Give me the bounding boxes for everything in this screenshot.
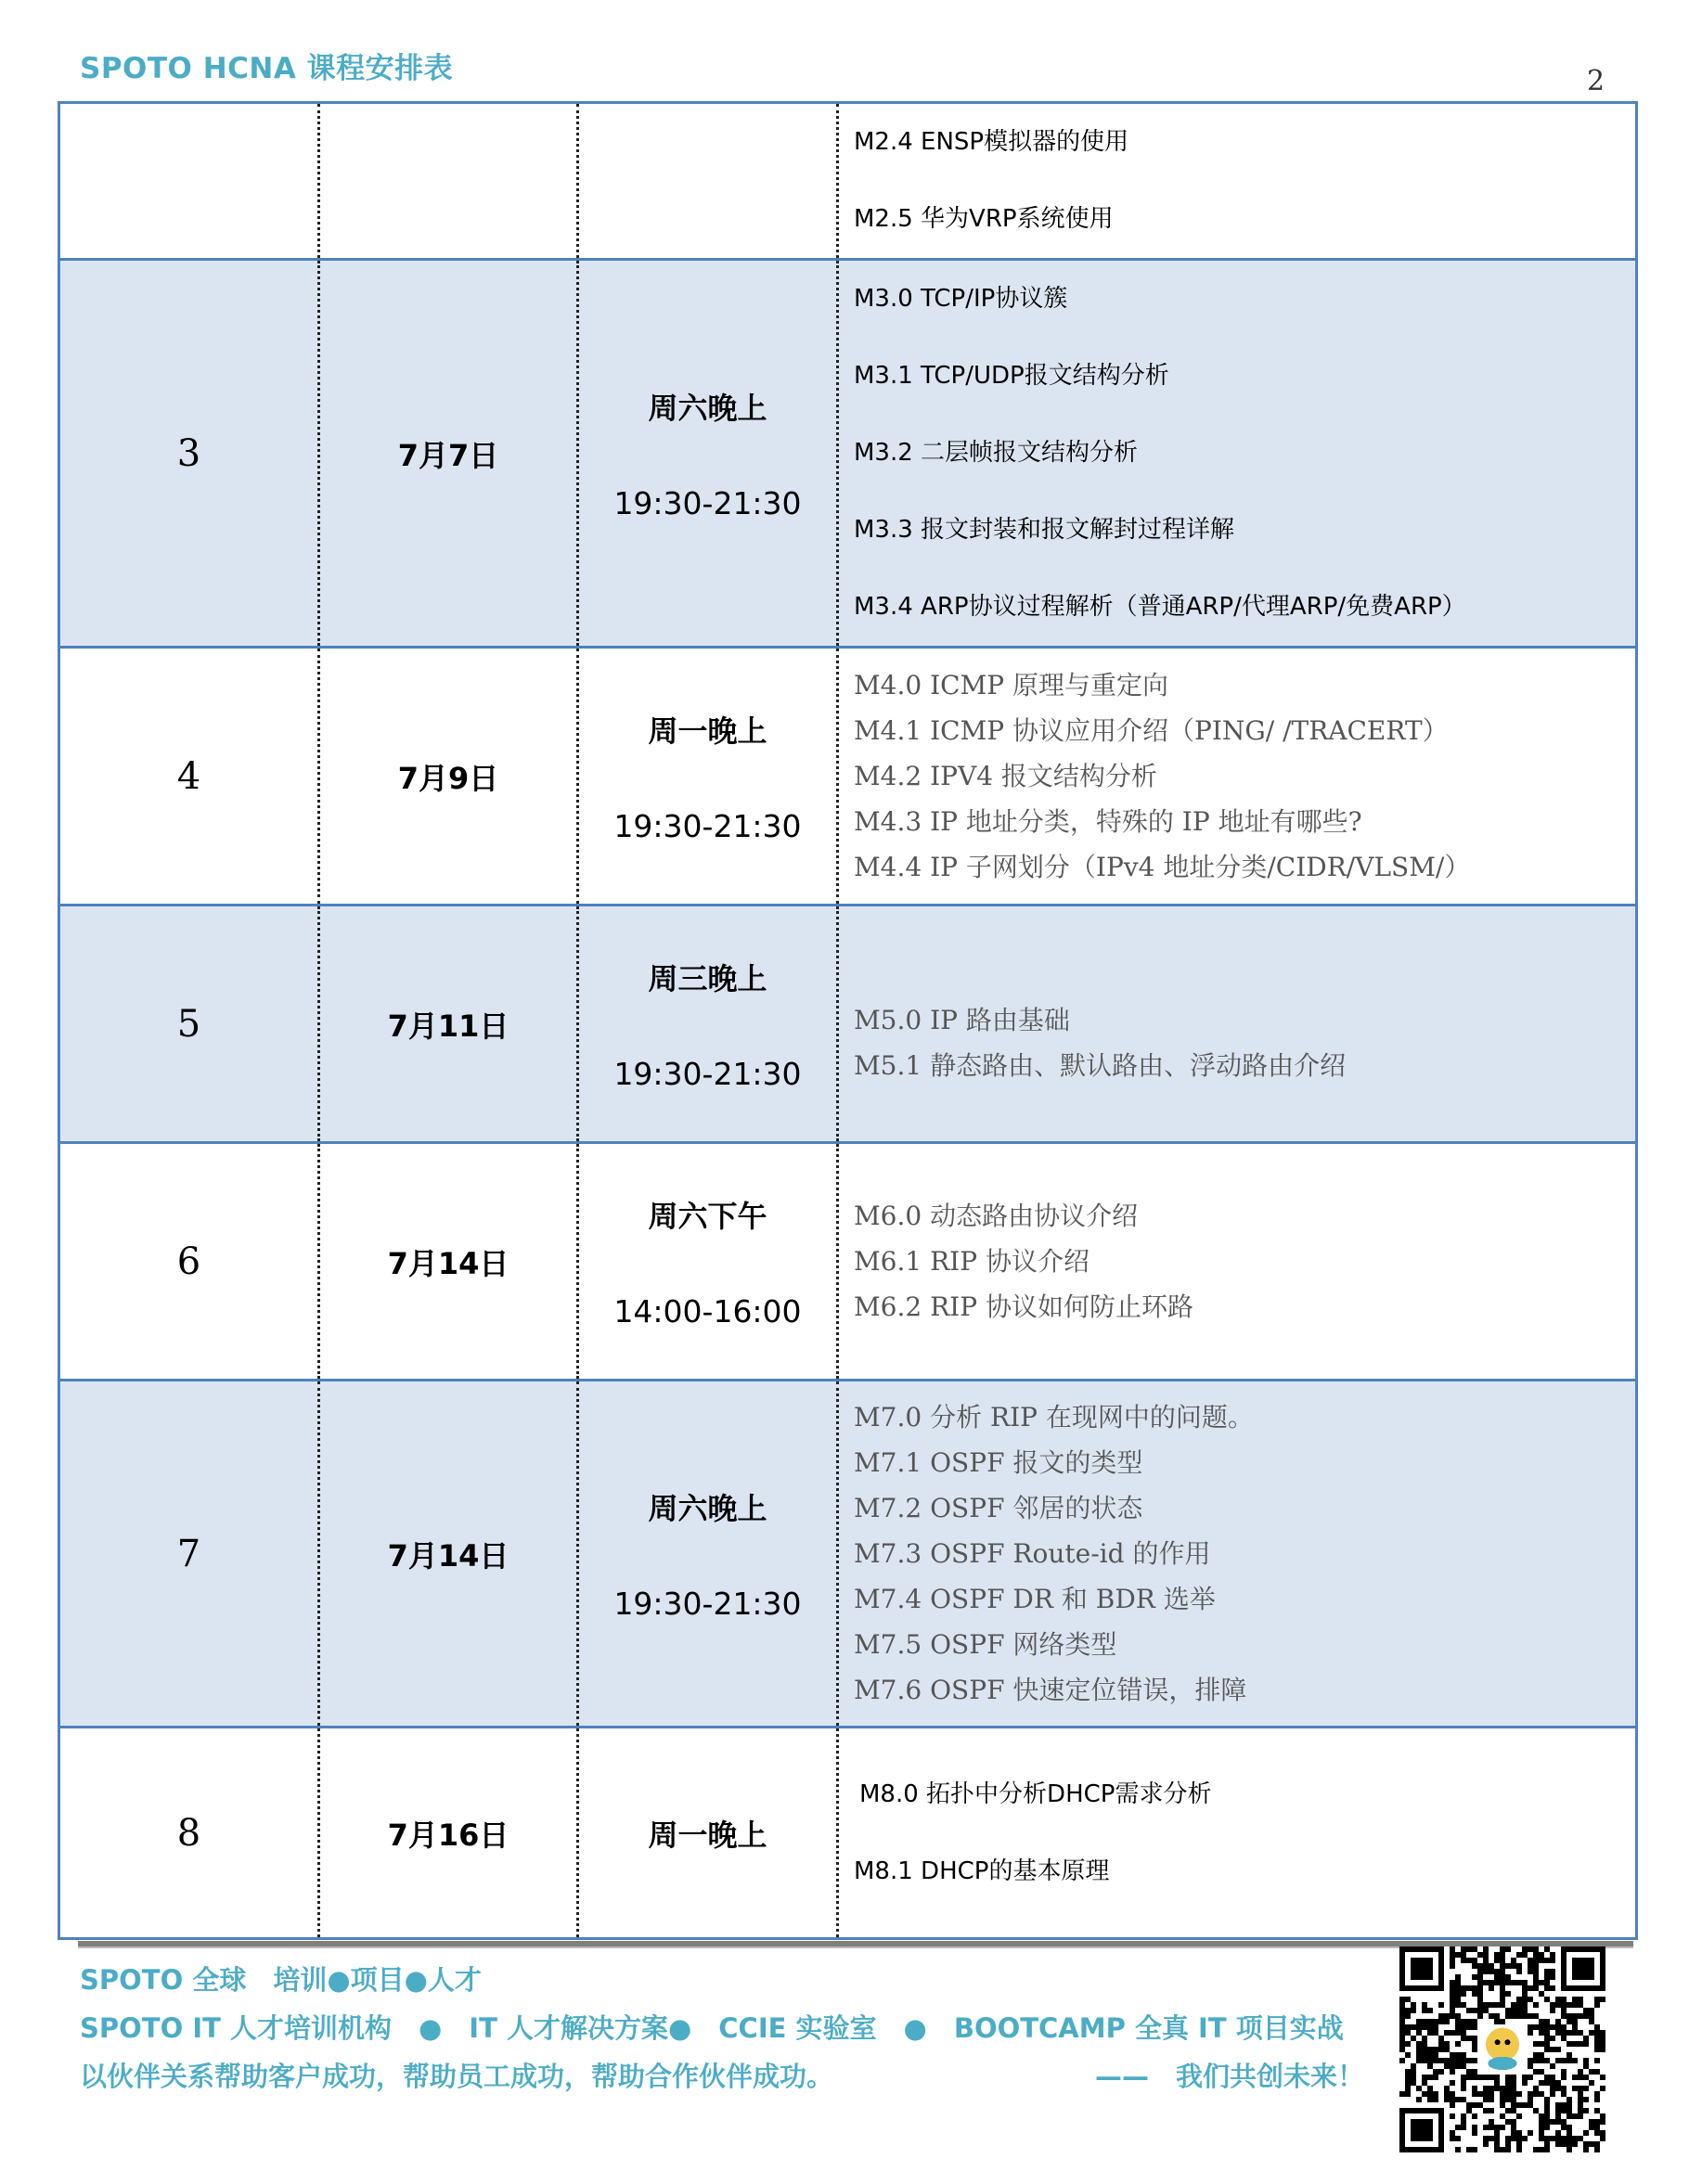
session-number bbox=[59, 103, 319, 260]
session-number: 7 bbox=[59, 1381, 319, 1728]
session-topics bbox=[838, 1381, 1637, 1728]
topic-item: M7.1 OSPF 报文的类型 bbox=[854, 1447, 1143, 1478]
session-topics bbox=[838, 260, 1637, 648]
footer-services-line: SPOTO IT 人才培训机构 ● IT 人才解决方案● CCIE 实验室 ● BOOTCAMP 全真 IT 项目实战 bbox=[80, 2012, 1344, 2044]
topic-item: M7.2 OSPF 邻居的状态 bbox=[854, 1493, 1143, 1523]
session-time bbox=[578, 1728, 838, 1939]
session-date bbox=[319, 103, 578, 260]
session-number: 5 bbox=[59, 906, 319, 1143]
session-time bbox=[578, 1381, 838, 1728]
topic-item: M6.2 RIP 协议如何防止环路 bbox=[854, 1291, 1193, 1322]
session-number: 6 bbox=[59, 1143, 319, 1381]
topic-item: M8.1 DHCP的基本原理 bbox=[854, 1856, 1110, 1885]
session-hours: 19:30-21:30 bbox=[613, 808, 802, 844]
session-time bbox=[578, 103, 838, 260]
session-topics bbox=[838, 1143, 1637, 1381]
session-hours: 19:30-21:30 bbox=[613, 1056, 802, 1092]
topic-item: M7.3 OSPF Route-id 的作用 bbox=[854, 1538, 1211, 1569]
table-row bbox=[59, 260, 1637, 648]
page-number: 2 bbox=[1587, 65, 1605, 97]
topic-item: M8.0 拓扑中分析DHCP需求分析 bbox=[859, 1779, 1212, 1808]
session-number: 8 bbox=[59, 1728, 319, 1939]
topic-item: M7.6 OSPF 快速定位错误，排障 bbox=[854, 1675, 1247, 1705]
session-hours: 14:00-16:00 bbox=[613, 1293, 802, 1330]
session-date: 7月11日 bbox=[319, 906, 578, 1143]
topic-item: M4.3 IP 地址分类，特殊的 IP 地址有哪些? bbox=[854, 806, 1362, 837]
table-row bbox=[59, 103, 1637, 260]
topic-item: M3.3 报文封装和报文解封过程详解 bbox=[854, 516, 1235, 544]
session-day: 周一晚上 bbox=[648, 713, 767, 749]
topic-item: M2.5 华为VRP系统使用 bbox=[854, 205, 1114, 233]
session-time bbox=[578, 906, 838, 1143]
topic-item: M5.1 静态路由、默认路由、浮动路由介绍 bbox=[854, 1049, 1347, 1081]
table-row bbox=[59, 1143, 1637, 1381]
qr-code-icon bbox=[1399, 1945, 1605, 2154]
session-day: 周六下午 bbox=[648, 1199, 767, 1234]
session-number: 4 bbox=[59, 648, 319, 906]
session-day: 周三晚上 bbox=[648, 961, 767, 996]
topic-item: M4.0 ICMP 原理与重定向 bbox=[854, 670, 1168, 700]
session-topics bbox=[838, 1728, 1637, 1939]
session-date: 7月9日 bbox=[319, 648, 578, 906]
session-day: 周六晚上 bbox=[648, 391, 767, 426]
session-hours: 19:30-21:30 bbox=[613, 1586, 802, 1622]
table-row bbox=[59, 1381, 1637, 1728]
topic-item: M5.0 IP 路由基础 bbox=[854, 1004, 1070, 1035]
schedule-table bbox=[58, 101, 1638, 1940]
topic-item: M6.0 动态路由协议介绍 bbox=[854, 1201, 1139, 1231]
footer-mission-line: 以伙伴关系帮助客户成功，帮助员工成功，帮助合作伙伴成功。 bbox=[80, 2061, 834, 2092]
topic-item: M3.2 二层帧报文结构分析 bbox=[854, 439, 1139, 467]
topic-item: M7.0 分析 RIP 在现网中的问题。 bbox=[854, 1402, 1254, 1432]
topic-item: M7.5 OSPF 网络类型 bbox=[854, 1629, 1117, 1660]
session-time bbox=[578, 1143, 838, 1381]
session-date: 7月16日 bbox=[319, 1728, 578, 1939]
topic-item: M3.0 TCP/IP协议簇 bbox=[854, 285, 1068, 313]
topic-item: M7.4 OSPF DR 和 BDR 选举 bbox=[854, 1584, 1216, 1614]
table-row bbox=[59, 648, 1637, 906]
table-row bbox=[59, 906, 1637, 1143]
session-time bbox=[578, 260, 838, 648]
session-day: 周一晚上 bbox=[648, 1817, 767, 1853]
topic-item: M4.1 ICMP 协议应用介绍（PING/ /TRACERT） bbox=[854, 715, 1449, 746]
topic-item: M6.1 RIP 协议介绍 bbox=[854, 1246, 1089, 1277]
page-title: SPOTO HCNA 课程安排表 bbox=[80, 52, 454, 85]
session-topics bbox=[838, 103, 1637, 260]
topic-item: M4.2 IPV4 报文结构分析 bbox=[854, 761, 1157, 791]
session-number: 3 bbox=[59, 260, 319, 648]
session-time bbox=[578, 648, 838, 906]
session-topics bbox=[838, 648, 1637, 906]
session-date: 7月14日 bbox=[319, 1143, 578, 1381]
topic-item: M3.1 TCP/UDP报文结构分析 bbox=[854, 362, 1169, 390]
session-date: 7月14日 bbox=[319, 1381, 578, 1728]
topic-item: M2.4 ENSP模拟器的使用 bbox=[854, 128, 1129, 156]
topic-item: M4.4 IP 子网划分（IPv4 地址分类/CIDR/VLSM/） bbox=[854, 852, 1471, 882]
session-day: 周六晚上 bbox=[648, 1491, 767, 1526]
footer-brand-line: SPOTO 全球 培训●项目●人才 bbox=[80, 1964, 482, 1996]
footer-slogan: —— 我们共创未来！ bbox=[1095, 2061, 1365, 2092]
session-hours: 19:30-21:30 bbox=[613, 485, 802, 521]
table-row bbox=[59, 1728, 1637, 1939]
session-date: 7月7日 bbox=[319, 260, 578, 648]
topic-item: M3.4 ARP协议过程解析（普通ARP/代理ARP/免费ARP） bbox=[854, 593, 1466, 621]
session-topics bbox=[838, 906, 1637, 1143]
